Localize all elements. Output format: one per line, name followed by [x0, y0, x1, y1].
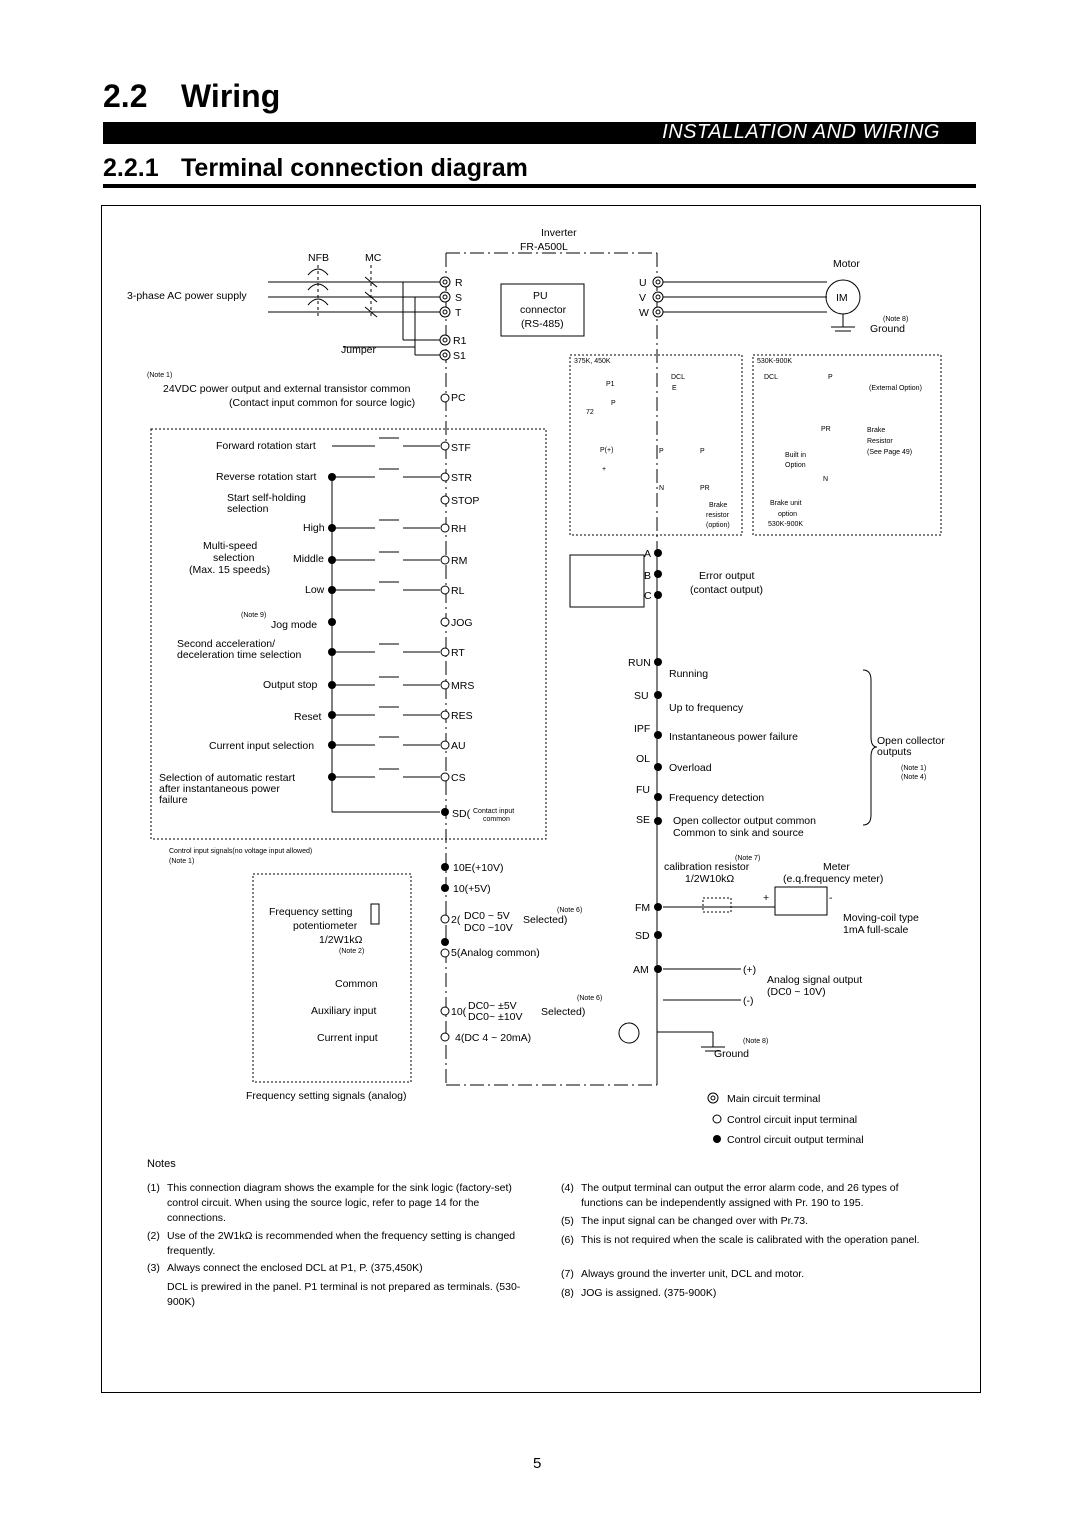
terminal-s: S [455, 292, 463, 304]
note8-motor: (Note 8) [883, 316, 909, 323]
terminal-cs: CS [451, 772, 466, 784]
note-6-text: This is not required when the scale is calibrated with the operation panel. [581, 1234, 920, 1246]
subsection-number: 2.2.1 [103, 154, 159, 182]
rt-label-1: Second acceleration/ [177, 638, 276, 650]
legend-input: Control circuit input terminal [727, 1114, 858, 1126]
terminal-au: AU [451, 740, 466, 752]
moving-coil-label: Moving-coil type [843, 912, 919, 924]
note-2-text: Use of the 2W1kΩ is recommended when the frequency setting is changed frequently. [167, 1230, 516, 1257]
error-contact-label: (contact output) [690, 584, 763, 596]
analog-output-label: Analog signal output [767, 974, 863, 986]
note-5-text: The input signal can be changed over with Pr.73. [581, 1215, 809, 1227]
note6-aux: (Note 6) [577, 995, 603, 1002]
ipf-label: Instantaneous power failure [669, 731, 798, 743]
note-4-num: (4) [561, 1182, 574, 1194]
terminal-sd: SD( [452, 808, 471, 820]
low-label: Low [305, 584, 325, 596]
stop-label-2: selection [227, 503, 269, 515]
analog-range-label: (DC0 ~ 10V) [767, 986, 826, 998]
terminal-fm: FM [635, 902, 651, 914]
rt-label-2: deceleration time selection [177, 649, 302, 661]
pu-label: PU [533, 290, 548, 302]
se-sinksource-label: Common to sink and source [673, 827, 804, 839]
nfb-label: NFB [308, 252, 329, 264]
box1-brake: Brake [709, 502, 728, 509]
note-2 [147, 1229, 537, 1259]
terminal-fu: FU [636, 784, 650, 796]
im-label: IM [836, 292, 848, 304]
open-collector-label: Open collector [877, 735, 945, 747]
reset-label: Reset [294, 711, 322, 723]
terminal-v: V [639, 292, 647, 304]
motor-label: Motor [833, 258, 860, 270]
box2-builtin: Built in [785, 452, 807, 459]
terminal-su: SU [634, 690, 649, 702]
terminal-a: A [644, 548, 652, 560]
rev-label: Reverse rotation start [216, 471, 317, 483]
note-6-num: (6) [561, 1234, 574, 1246]
note7-label: (Note 7) [735, 855, 761, 862]
note9-label: (Note 9) [241, 612, 267, 619]
dc0-5v-b: DC0~ ±5V [468, 1000, 517, 1012]
pu-rs485-label: (RS-485) [521, 318, 564, 330]
note-7-num: (7) [561, 1268, 574, 1280]
box2-unit-1: Brake unit [770, 500, 802, 507]
dc0-5v: DC0 ~ 5V [464, 910, 510, 922]
box1-option: (option) [706, 522, 730, 529]
se-common-label: Open collector output common [673, 815, 816, 827]
ground-motor-label: Ground [870, 323, 906, 335]
box1-dcl: DCL [671, 374, 686, 381]
cs-label-3: failure [159, 794, 188, 806]
note-3-num: (3) [147, 1262, 160, 1274]
terminal-res: RES [451, 710, 473, 722]
terminal-sd-b: SD [635, 930, 650, 942]
chapter-band [103, 122, 976, 144]
running-label: Running [669, 668, 709, 680]
mc-label: MC [365, 252, 382, 264]
note-3-text-b: DCL is prewired in the panel. P1 terminal is not prepared as terminals. (530-900K) [167, 1281, 521, 1308]
box2-option: Option [785, 462, 806, 469]
note-4 [561, 1181, 941, 1211]
legend-output: Control circuit output terminal [727, 1134, 864, 1146]
heading-rule [103, 184, 976, 188]
meter-label: Meter [823, 861, 850, 873]
subsection-heading [103, 154, 528, 183]
terminal-am: AM [633, 964, 649, 976]
box1-72: 72 [586, 409, 594, 416]
terminal-rt: RT [451, 647, 465, 659]
box1-title: 375K, 450K [574, 358, 611, 365]
fullscale-label: 1mA full-scale [843, 924, 909, 936]
ms-label-3: (Max. 15 speeds) [189, 564, 271, 576]
note-8 [561, 1286, 941, 1301]
overload-label: Overload [669, 762, 712, 774]
box2-unit-3: 530K-900K [768, 521, 804, 528]
note-5-num: (5) [561, 1215, 574, 1227]
legend-main: Main circuit terminal [727, 1093, 821, 1105]
terminal-ol: OL [636, 753, 651, 765]
outputs-label: outputs [877, 746, 912, 758]
section-number: 2.2 [103, 78, 148, 114]
mrs-label: Output stop [263, 679, 318, 691]
ms-label-2: selection [213, 552, 255, 564]
chapter-band-text: INSTALLATION AND WIRING [662, 121, 940, 143]
box2-dcl: DCL [764, 374, 779, 381]
am-minus: (-) [743, 995, 754, 1007]
box2-title: 530K-900K [757, 358, 793, 365]
terminal-rm: RM [451, 555, 468, 567]
box1-pr: PR [700, 485, 710, 492]
terminal-pc: PC [451, 392, 466, 404]
cal-label-2: 1/2W10kΩ [685, 873, 735, 885]
meter-minus: - [829, 892, 833, 904]
sd-common-2: common [483, 816, 510, 823]
model-label: FR-A500L [520, 241, 568, 253]
box1-p-b: P [700, 448, 705, 455]
am-plus: (+) [743, 964, 757, 976]
aux-label: Auxiliary input [311, 1005, 377, 1017]
selected2-label: Selected) [541, 1006, 586, 1018]
power-supply-label: 3-phase AC power supply [127, 290, 247, 302]
selected-label: Selected) [523, 914, 568, 926]
common-label: Common [335, 978, 378, 990]
page-number: 5 [533, 1455, 542, 1472]
dc0-10v-b: DC0~ ±10V [468, 1011, 523, 1023]
box1-p: P [611, 400, 616, 407]
error-output-label: Error output [699, 570, 755, 582]
terminal-10b: 10( [451, 1006, 467, 1018]
note1-control: (Note 1) [169, 858, 195, 865]
note-4-text: The output terminal can output the error alarm code, and 26 types of functions can be independently assigned with Pr. 190 to 195. [581, 1182, 899, 1209]
note-1-num: (1) [147, 1182, 160, 1194]
meter-desc: (e.q.frequency meter) [783, 873, 884, 885]
box1-plus: + [602, 466, 607, 473]
terminal-w: W [639, 307, 649, 319]
terminal-t: T [455, 307, 462, 319]
box2-seepage: (See Page 49) [867, 449, 913, 456]
box2-resistor: Resistor [867, 438, 893, 445]
fsig-label: Frequency setting signals (analog) [246, 1090, 407, 1102]
cs-label-1: Selection of automatic restart [159, 772, 295, 784]
fset-label-1: Frequency setting [269, 906, 353, 918]
box1-pplus: P(+) [600, 447, 614, 454]
box2-brake: Brake [867, 427, 886, 434]
dc0-10v: DC0 ~10V [464, 922, 513, 934]
note-5 [561, 1214, 941, 1229]
note8-ground: (Note 8) [743, 1038, 769, 1045]
control-signals-label: Control input signals(no voltage input allowed) [169, 848, 313, 855]
cal-label-1: calibration resistor [664, 861, 750, 873]
terminal-stf: STF [451, 442, 471, 454]
box2-n: N [823, 476, 829, 483]
box1-resistor: resistor [706, 512, 729, 519]
box2-pr: PR [821, 426, 831, 433]
terminal-stop: STOP [451, 495, 480, 507]
fset-label-3: 1/2W1kΩ [319, 934, 363, 946]
terminal-4: 4(DC 4 ~ 20mA) [455, 1032, 532, 1044]
inverter-label: Inverter [541, 227, 577, 239]
pc-desc-2: (Contact input common for source logic) [229, 397, 416, 409]
terminal-se: SE [636, 814, 651, 826]
terminal-ipf: IPF [634, 723, 651, 735]
upto-label: Up to frequency [669, 702, 744, 714]
terminal-r: R [455, 277, 463, 289]
note-8-num: (8) [561, 1287, 574, 1299]
terminal-rh: RH [451, 523, 467, 535]
subsection-title: Terminal connection diagram [181, 154, 528, 182]
terminal-5: 5(Analog common) [451, 947, 540, 959]
cs-label-2: after instantaneous power [159, 783, 280, 795]
meter-plus: + [763, 892, 770, 904]
ms-label-1: Multi-speed [203, 540, 258, 552]
terminal-str: STR [451, 472, 472, 484]
fwd-label: Forward rotation start [216, 440, 316, 452]
note-3-text: Always connect the enclosed DCL at P1, P. (375,450K) [167, 1262, 423, 1274]
box1-p-a: P [659, 448, 664, 455]
section-heading [103, 78, 280, 115]
note-8-text: JOG is assigned. (375-900K) [581, 1287, 717, 1299]
terminal-r1: R1 [453, 335, 467, 347]
note-7 [561, 1267, 941, 1282]
note-7-text: Always ground the inverter unit, DCL and motor. [581, 1268, 805, 1280]
current-label: Current input [317, 1032, 378, 1044]
notes-title: Notes [147, 1158, 176, 1170]
note6-analog: (Note 6) [557, 907, 583, 914]
ground-label: Ground [714, 1048, 750, 1060]
pu-connector-label: connector [520, 304, 567, 316]
box2-p: P [828, 374, 833, 381]
jog-label: Jog mode [271, 619, 318, 631]
terminal-s1: S1 [453, 350, 466, 362]
box2-unit-2: option [778, 511, 798, 518]
note4-oc: (Note 4) [901, 774, 927, 781]
au-label: Current input selection [209, 740, 315, 752]
terminal-mrs: MRS [451, 680, 475, 692]
jumper-label: Jumper [341, 344, 377, 356]
note-6 [561, 1233, 941, 1248]
terminal-b: B [644, 570, 652, 582]
terminal-u: U [639, 277, 647, 289]
note-1-text: This connection diagram shows the example for the sink logic (factory-set) control circuit. When using the source logic, refer to page 14 for the connections. [167, 1182, 512, 1224]
terminal-10e: 10E(+10V) [453, 862, 504, 874]
section-title: Wiring [181, 78, 281, 114]
fdet-label: Frequency detection [669, 792, 765, 804]
note1-oc: (Note 1) [901, 765, 927, 772]
high-label: High [303, 522, 325, 534]
note1-label: (Note 1) [147, 372, 173, 379]
terminal-10: 10(+5V) [453, 883, 491, 895]
fset-label-2: potentiometer [293, 920, 358, 932]
terminal-2: 2( [451, 914, 461, 926]
box1-n: N [659, 485, 665, 492]
box2-ext: (External Option) [869, 385, 922, 392]
sd-common-1: Contact input [473, 808, 515, 815]
box1-p1: P1 [606, 381, 615, 388]
stop-label-1: Start self-holding [227, 492, 306, 504]
terminal-rl: RL [451, 585, 465, 597]
terminal-c: C [644, 590, 652, 602]
note-3 [147, 1261, 537, 1310]
pc-desc-1: 24VDC power output and external transistor common [163, 383, 411, 395]
note2-label: (Note 2) [339, 948, 365, 955]
terminal-run: RUN [628, 657, 651, 669]
terminal-jog: JOG [451, 617, 473, 629]
box1-e: E [672, 385, 677, 392]
middle-label: Middle [293, 553, 324, 565]
note-2-num: (2) [147, 1230, 160, 1242]
note-1 [147, 1181, 537, 1226]
